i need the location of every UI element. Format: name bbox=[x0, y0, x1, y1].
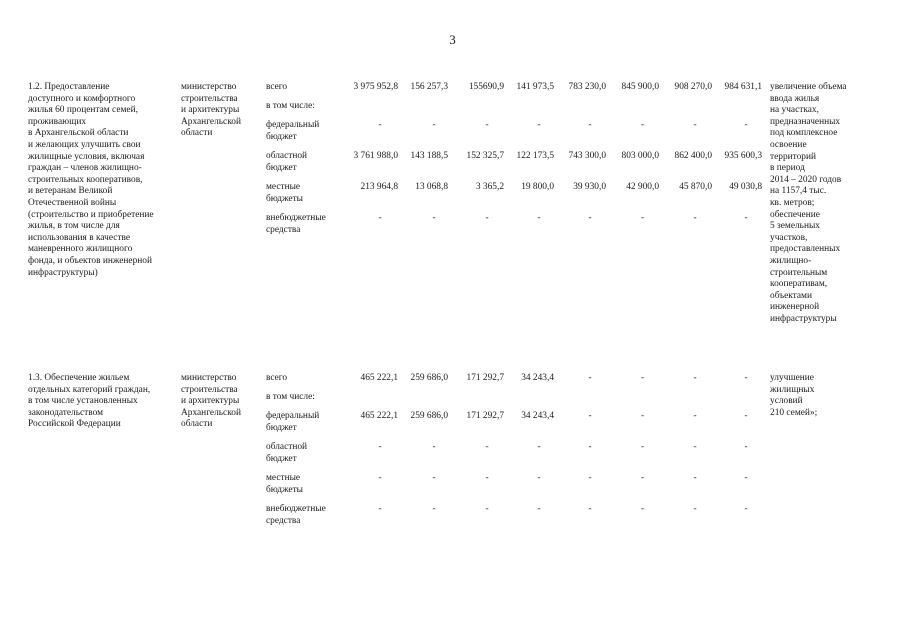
amount-cell: - bbox=[640, 473, 645, 483]
page-number: 3 bbox=[449, 32, 456, 47]
amount-cell: - bbox=[485, 120, 489, 130]
amount-cell: - bbox=[485, 213, 489, 223]
amount-cell: - bbox=[640, 442, 645, 452]
amount-cell: - bbox=[378, 504, 382, 514]
funding-source-label: всего bbox=[266, 373, 288, 383]
amount-cell: - bbox=[588, 504, 592, 514]
amount-cell: - bbox=[537, 504, 541, 514]
amount-cell: - bbox=[537, 473, 541, 483]
amount-cell: - bbox=[640, 373, 645, 383]
amount-cell: 152 325,7 bbox=[466, 151, 504, 161]
amount-cell: - bbox=[640, 213, 645, 223]
amount-cell: 213 964,8 bbox=[360, 182, 398, 192]
amount-cell: 143 188,5 bbox=[410, 151, 448, 161]
amount-cell: - bbox=[588, 411, 592, 421]
amount-cell: - bbox=[588, 473, 592, 483]
amount-cell: 13 068,8 bbox=[415, 182, 448, 192]
amount-cell: - bbox=[744, 473, 748, 483]
amount-cell: - bbox=[693, 504, 697, 514]
amount-cell: - bbox=[693, 373, 697, 383]
amount-cell: 155690,9 bbox=[468, 82, 504, 92]
amount-cell: 908 270,0 bbox=[674, 82, 712, 92]
amount-cell: - bbox=[378, 473, 382, 483]
amount-cell: 259 686,0 bbox=[410, 373, 448, 383]
amount-cell: - bbox=[693, 120, 697, 130]
amount-cell: 141 973,5 bbox=[516, 82, 554, 92]
funding-source-label: местные бюджеты bbox=[266, 473, 303, 495]
amount-cell: 259 686,0 bbox=[410, 411, 448, 421]
amount-cell: - bbox=[485, 442, 489, 452]
amount-cell: - bbox=[744, 504, 748, 514]
amount-cell: - bbox=[640, 504, 645, 514]
funding-source-label: федеральный бюджет bbox=[266, 411, 320, 433]
amount-cell: 465 222,1 bbox=[360, 373, 398, 383]
amount-cell: - bbox=[588, 120, 592, 130]
amount-cell: - bbox=[432, 504, 436, 514]
amount-cell: - bbox=[640, 120, 645, 130]
amount-cell: - bbox=[485, 473, 489, 483]
amount-cell: - bbox=[432, 473, 436, 483]
amount-cell: - bbox=[537, 120, 541, 130]
amount-cell: - bbox=[693, 411, 697, 421]
amount-cell: - bbox=[693, 442, 697, 452]
amount-cell: 783 230,0 bbox=[568, 82, 606, 92]
amount-cell: - bbox=[693, 213, 697, 223]
executor: министерство строительства и архитектуры Архангельской области bbox=[181, 82, 241, 139]
amount-cell: 156 257,3 bbox=[410, 82, 448, 92]
amount-cell: 3 975 952,8 bbox=[353, 82, 398, 92]
amount-cell: - bbox=[432, 213, 436, 223]
amount-cell: 845 900,0 bbox=[621, 82, 659, 92]
amount-cell: - bbox=[744, 120, 748, 130]
amount-cell: 34 243,4 bbox=[521, 411, 554, 421]
funding-source-label: внебюджетные средства bbox=[266, 504, 326, 526]
amount-cell: 935 600,3 bbox=[724, 151, 762, 161]
measure-name: 1.2. Предоставление доступного и комфортного жилья 60 процентам семей, проживающих в Архангельской области и желающих улучшить свои жилищные условия, включая граждан – членов жилищно- строительных кооперативов, и ветеранам Великой Отечественной войны (строительство и приобретение жилья, в том числе для использования в качестве маневренного жилищного фонда, и объектов инженерной инфраструктуры) bbox=[28, 82, 154, 278]
amount-cell: - bbox=[640, 411, 645, 421]
funding-source-label: областной бюджет bbox=[266, 442, 308, 464]
amount-cell: 45 870,0 bbox=[679, 182, 712, 192]
amount-cell: 3 761 988,0 bbox=[353, 151, 398, 161]
amount-cell: 743 300,0 bbox=[568, 151, 606, 161]
funding-source-label: в том числе: bbox=[266, 101, 315, 111]
amount-cell: 19 800,0 bbox=[521, 182, 554, 192]
amount-cell: 803 000,0 bbox=[621, 151, 659, 161]
amount-cell: 862 400,0 bbox=[674, 151, 712, 161]
amount-cell: - bbox=[744, 213, 748, 223]
funding-source-label: местные бюджеты bbox=[266, 182, 303, 204]
funding-source-label: областной бюджет bbox=[266, 151, 308, 173]
funding-source-label: внебюджетные средства bbox=[266, 213, 326, 235]
funding-source-label: всего bbox=[266, 82, 288, 92]
amount-cell: - bbox=[588, 373, 592, 383]
amount-cell: 34 243,4 bbox=[521, 373, 554, 383]
amount-cell: 171 292,7 bbox=[466, 411, 504, 421]
funding-source-label: федеральный бюджет bbox=[266, 120, 320, 142]
amount-cell: - bbox=[744, 442, 748, 452]
amount-cell: - bbox=[588, 442, 592, 452]
amount-cell: - bbox=[485, 504, 489, 514]
amount-cell: 3 365,2 bbox=[475, 182, 504, 192]
funding-source-label: в том числе: bbox=[266, 392, 315, 402]
measure-name: 1.3. Обеспечение жильем отдельных категорий граждан, в том числе установленных законодательством Российской Федерации bbox=[28, 373, 151, 430]
amount-cell: 42 900,0 bbox=[626, 182, 659, 192]
amount-cell: - bbox=[537, 213, 541, 223]
amount-cell: - bbox=[744, 411, 748, 421]
amount-cell: - bbox=[693, 473, 697, 483]
amount-cell: - bbox=[432, 120, 436, 130]
amount-cell: 49 030,8 bbox=[729, 182, 762, 192]
amount-cell: - bbox=[588, 213, 592, 223]
expected-result: увеличение объема ввода жилья на участках, предназначенных под комплексное освоение территорий в период 2014 – 2020 годов на 1157,4 тыс. кв. метров; обеспечение 5 земельных участков, предоставленных жилищно- строительным кооперативам, объектами инженерной инфраструктуры bbox=[770, 82, 847, 324]
amount-cell: 984 631,1 bbox=[724, 82, 762, 92]
amount-cell: 171 292,7 bbox=[466, 373, 504, 383]
expected-result: улучшение жилищных условий 210 семей»; bbox=[770, 373, 818, 418]
amount-cell: - bbox=[537, 442, 541, 452]
executor: министерство строительства и архитектуры Архангельской области bbox=[181, 373, 241, 430]
amount-cell: - bbox=[378, 213, 382, 223]
amount-cell: - bbox=[378, 120, 382, 130]
amount-cell: 122 173,5 bbox=[516, 151, 554, 161]
amount-cell: - bbox=[744, 373, 748, 383]
amount-cell: - bbox=[432, 442, 436, 452]
amount-cell: 465 222,1 bbox=[360, 411, 398, 421]
amount-cell: - bbox=[378, 442, 382, 452]
amount-cell: 39 930,0 bbox=[573, 182, 606, 192]
